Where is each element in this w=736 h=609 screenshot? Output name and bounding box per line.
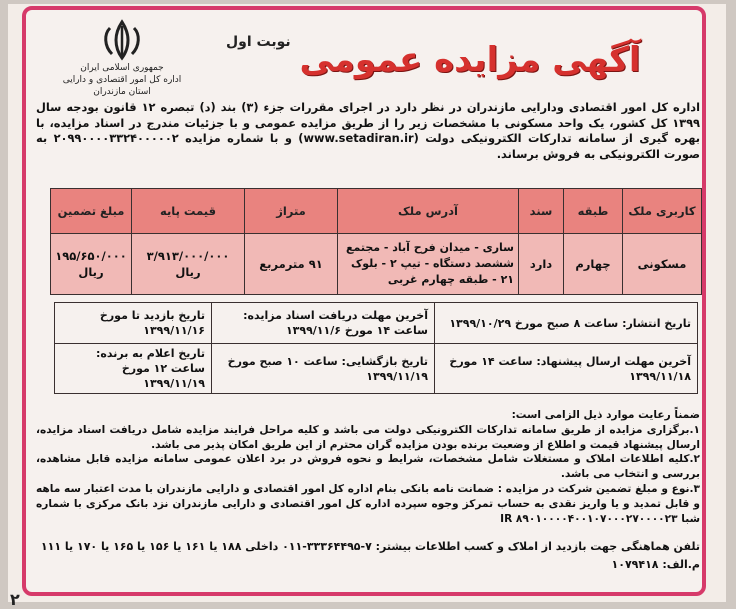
doc-deadline: آخرین مهلت دریافت اسناد مزایده: ساعت ۱۴ مورخ ۱۳۹۹/۱۱/۶ bbox=[212, 303, 435, 344]
asset-table bbox=[50, 188, 702, 295]
page-number: ۲ bbox=[10, 590, 20, 609]
note-item: ۳.نوع و مبلغ تضمین شرکت در مزایده : ضمانت نامه بانکی بنام اداره کل امور اقتصادی و دارایی مازندران با مدت اعتبار سه ماهه و قابل تمدید و یا واریز نقدی به حساب تمرکز وجوه سپرده اداره کل امور اقتصادی و دارایی مازندران نزد بانک مرکزی با شماره شبا IR ۸۹۰۱۰۰۰۰۴۰۰۱۰۷۰۰۰۲۷۰۰۰۰۲۳ bbox=[36, 482, 700, 525]
header-base-price: قیمت پایه bbox=[132, 189, 245, 234]
header-area: متراژ bbox=[245, 189, 338, 234]
notes-intro: ضمناً رعایت موارد ذیل الزامی است: bbox=[511, 409, 700, 421]
header-address: آدرس ملک bbox=[338, 189, 519, 234]
cell-floor: چهارم bbox=[564, 234, 623, 295]
opening-date: تاریخ بازگشایی: ساعت ۱۰ صبح مورخ ۱۳۹۹/۱۱/۱۹ bbox=[212, 344, 435, 394]
intro-paragraph: اداره کل امور اقتصادی ودارایی مازندران در نظر دارد در اجرای مقررات جزء (۳) بند (د) تبصره ۱۲ قانون بودجه سال ۱۳۹۹ کل کشور، یک واحد مسکونی با مشخصات زیر را از طریق مزایده عمومی و با جزئیات مندرج در اسناد مزایده، با بهره گیری از سامانه تدارکات الکترونیکی دولت (www.setadiran.ir) و با شماره مزایده ۲۰۹۹۰۰۰۰۳۳۲۴۰۰۰۰۰۲ به صورت الکترونیکی به فروش برساند. bbox=[36, 100, 701, 161]
contact-phone: تلفن هماهنگی جهت بازدید از املاک و کسب اطلاعات بیشتر: ۷-۳۳۳۶۴۴۹۵-۰۱۱ داخلی ۱۸۸ یا ۱۶۱ یا ۱۵۶ یا ۱۶۵ یا ۱۷۰ یا ۱۱۱ bbox=[40, 540, 700, 553]
note-item: ۱.برگزاری مزایده از طریق سامانه تدارکات الکترونیکی دولت می باشد و کلیه مراحل فرایند مزایده شامل دریافت اسناد مزایده، ارسال پیشنهاد قیمت و اطلاع از وضعیت برنده بودن مزایده گران محترم از این طریق امکان پذیر می باشد. bbox=[36, 423, 700, 451]
notes-section bbox=[36, 408, 700, 526]
cell-base-price: ۳/۹۱۳/۰۰۰/۰۰۰ ریال bbox=[132, 234, 245, 295]
visit-date: تاریخ بازدید تا مورخ ۱۳۹۹/۱۱/۱۶ bbox=[55, 303, 212, 344]
org-name: جمهوری اسلامی ایران اداره کل امور اقتصادی و دارایی استان مازندران bbox=[62, 63, 182, 97]
header-floor: طبقه bbox=[564, 189, 623, 234]
cell-deed: دارد bbox=[519, 234, 564, 295]
iran-emblem-icon bbox=[92, 18, 152, 62]
offer-deadline: آخرین مهلت ارسال پیشنهاد: ساعت ۱۴ مورخ ۱۳۹۹/۱۱/۱۸ bbox=[435, 344, 698, 394]
winner-date: تاریخ اعلام به برنده: ساعت ۱۲ مورخ ۱۳۹۹/۱۱/۱۹ bbox=[55, 344, 212, 394]
ad-title: آگهی مزایده عمومی bbox=[299, 40, 641, 80]
cell-address: ساری - میدان فرح آباد - مجتمع ششصد دستگاه - تیپ ۲ - بلوک ۲۱ - طبقه چهارم غربی bbox=[338, 234, 519, 295]
header-deed: سند bbox=[519, 189, 564, 234]
cell-usage: مسکونی bbox=[623, 234, 702, 295]
round-label: نوبت اول bbox=[226, 34, 291, 50]
ad-id: م.الف: ۱۰۷۹۴۱۸ bbox=[611, 558, 700, 571]
contact-section bbox=[36, 538, 700, 574]
note-item: ۲.کلیه اطلاعات املاک و مستغلات شامل مشخصات، شرایط و نحوه فروش در برد اعلان عمومی سامانه مزایده قابل مشاهده، بررسی و انتخاب می باشد. bbox=[36, 453, 700, 481]
header-usage: کاربری ملک bbox=[623, 189, 702, 234]
publish-date: تاریخ انتشار: ساعت ۸ صبح مورخ ۱۳۹۹/۱۰/۲۹ bbox=[435, 303, 698, 344]
dates-row bbox=[55, 344, 698, 394]
header-guarantee: مبلغ تضمین bbox=[51, 189, 132, 234]
cell-area: ۹۱ مترمربع bbox=[245, 234, 338, 295]
dates-row bbox=[55, 303, 698, 344]
table-row bbox=[51, 234, 702, 295]
cell-guarantee: ۱۹۵/۶۵۰/۰۰۰ ریال bbox=[51, 234, 132, 295]
dates-table bbox=[54, 302, 698, 394]
asset-table-header bbox=[51, 189, 702, 234]
